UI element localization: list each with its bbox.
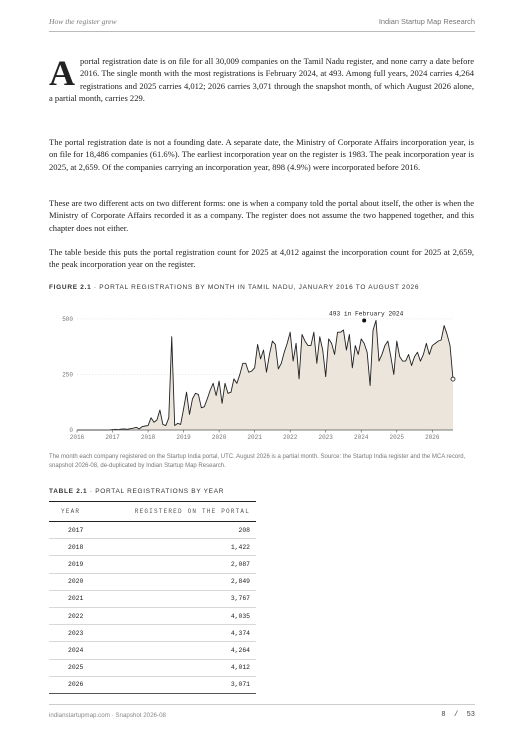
publication-name: Indian Startup Map Research xyxy=(378,17,475,26)
page-total: 53 xyxy=(466,711,475,719)
table-row xyxy=(49,659,256,676)
page-footer xyxy=(49,712,475,724)
peak-marker xyxy=(362,318,366,322)
x-tick-label: 2019 xyxy=(176,434,191,441)
table-cell-year: 2019 xyxy=(49,556,109,573)
table-cell-registered: 4,264 xyxy=(109,642,256,659)
table-row xyxy=(49,539,256,556)
table-cell-registered: 2,087 xyxy=(109,556,256,573)
x-tick-label: 2025 xyxy=(389,434,404,441)
x-tick-label: 2023 xyxy=(318,434,333,441)
x-tick-label: 2021 xyxy=(247,434,262,441)
table-cell-registered: 3,767 xyxy=(109,590,256,607)
x-tick-label: 2026 xyxy=(425,434,440,441)
x-tick-label: 2020 xyxy=(211,434,227,441)
area-fill xyxy=(77,320,453,430)
page-number xyxy=(441,711,475,719)
table-label: TABLE 2.1 · PORTAL REGISTRATIONS BY YEAR xyxy=(49,488,225,495)
table-cell-registered: 2,849 xyxy=(109,573,256,590)
footer-divider xyxy=(49,704,475,705)
table-cell-year: 2024 xyxy=(49,642,109,659)
table-cell-year: 2022 xyxy=(49,607,109,624)
figure-number: FIGURE 2.1 xyxy=(49,284,92,291)
table-cell-registered: 4,012 xyxy=(109,659,256,676)
registrations-table xyxy=(49,501,256,694)
paragraph-1-text: portal registration date is on file for all 30,009 companies on the Tamil Nadu register, and none carry a date before 2016. The single month with the most registrations is February 2024, at 493. Among full years, 2024 carries 4,264 registrations and 2025 carries 4,012; 2026 carries 3,071 through the snapshot month, of which August 2026 alone, a partial month, carries 229. xyxy=(49,56,474,104)
paragraph-3: These are two different acts on two different forms: one is when a company told the portal about itself, the other is when the Ministry of Corporate Affairs recorded it as a company. The register does not assume the two happened together, and this chapter does not either. xyxy=(49,198,474,233)
table-header-row xyxy=(49,502,256,522)
page-separator: / xyxy=(453,711,459,719)
figure-title: PORTAL REGISTRATIONS BY MONTH IN TAMIL NADU, JANUARY 2016 TO AUGUST 2026 xyxy=(99,284,420,291)
table-cell-registered: 3,071 xyxy=(109,676,256,693)
table-row xyxy=(49,676,256,693)
section-title: How the register grew xyxy=(49,17,117,26)
y-tick-label: 250 xyxy=(62,371,73,379)
table-title: PORTAL REGISTRATIONS BY YEAR xyxy=(95,488,225,495)
table-cell-registered: 4,374 xyxy=(109,625,256,642)
partial-month-marker xyxy=(451,377,455,381)
drop-cap: A xyxy=(49,53,75,93)
x-tick-label: 2016 xyxy=(69,434,85,441)
x-tick-label: 2018 xyxy=(140,434,156,441)
peak-annotation: 493 in February 2024 xyxy=(329,310,404,318)
table-cell-registered: 4,035 xyxy=(109,607,256,624)
table-cell-year: 2023 xyxy=(49,625,109,642)
paragraph-1 xyxy=(49,55,474,105)
table-row xyxy=(49,556,256,573)
table-row xyxy=(49,642,256,659)
table-cell-registered: 1,422 xyxy=(109,539,256,556)
table-cell-registered: 208 xyxy=(109,522,256,539)
table-cell-year: 2021 xyxy=(49,590,109,607)
table-cell-year: 2017 xyxy=(49,522,109,539)
table-row xyxy=(49,573,256,590)
registrations-chart xyxy=(49,296,479,446)
x-tick-label: 2017 xyxy=(105,434,120,441)
table-cell-year: 2018 xyxy=(49,539,109,556)
col-header-year: YEAR xyxy=(61,508,81,515)
table-row xyxy=(49,607,256,624)
table-cell-year: 2020 xyxy=(49,573,109,590)
table-row xyxy=(49,590,256,607)
x-tick-label: 2022 xyxy=(282,434,298,441)
paragraph-4: The table beside this puts the portal registration count for 2025 at 4,012 against the incorporation count for 2025 at 2,659, the peak incorporation year on the register. xyxy=(49,247,474,270)
table-cell-year: 2026 xyxy=(49,676,109,693)
table-row xyxy=(49,625,256,642)
paragraph-2: The portal registration date is not a founding date. A separate date, the Ministry of Corporate Affairs incorporation year, is on file for 18,486 companies (61.6%). The earliest incorporation year on the register is 1983. The peak incorporation year is 2025, at 2,659. Of the companies carrying an incorporation year, 898 (4.9%) were incorporated before 2016. xyxy=(49,137,474,172)
footer-source: indianstartupmap.com · Snapshot 2026-08 xyxy=(49,712,166,719)
table-number: TABLE 2.1 xyxy=(49,488,88,495)
running-head xyxy=(49,17,475,29)
figure-caption: The month each company registered on the Startup India portal, UTC. August 2026 is a partial month. Source: the Startup India register and the MCA record, snapshot 2026-08, de-duplicated by Indian Startup Map Research. xyxy=(49,454,466,469)
x-tick-label: 2024 xyxy=(354,434,369,441)
table-row xyxy=(49,522,256,539)
page-current: 8 xyxy=(441,711,446,719)
table-cell-year: 2025 xyxy=(49,659,109,676)
y-tick-label: 0 xyxy=(69,427,73,434)
header-divider xyxy=(49,31,475,32)
col-header-registered: REGISTERED ON THE PORTAL xyxy=(134,508,250,515)
figure-label: FIGURE 2.1 · PORTAL REGISTRATIONS BY MONTH IN TAMIL NADU, JANUARY 2016 TO AUGUST 2026 xyxy=(49,284,420,291)
y-tick-label: 500 xyxy=(62,315,73,323)
